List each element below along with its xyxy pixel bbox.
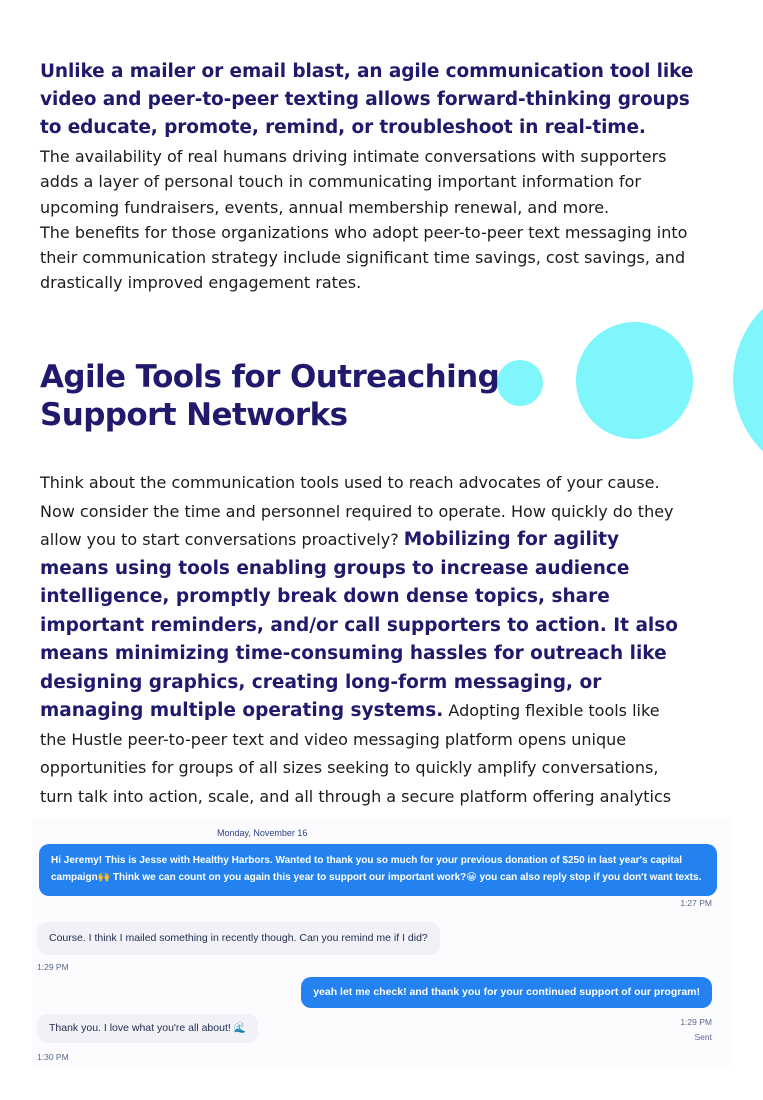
message-status: Sent <box>694 1032 712 1042</box>
section-body-start: Think about the communication tools used to reach advocates of your cause. Now consider the time and personnel required to operate. How quickly do they allow you to start conversations proactively? <box>40 473 674 549</box>
message-text: Thank you. I love what you're all about! <box>49 1022 234 1034</box>
message-incoming-2 <box>37 1014 258 1043</box>
message-time: 1:30 PM <box>37 1052 69 1062</box>
message-incoming-1: Course. I think I mailed something in recently though. Can you remind me if I did? <box>37 922 440 955</box>
decor-circle-small <box>497 360 543 406</box>
message-text: Think we can count on you again this year to support our important work? <box>110 872 467 883</box>
intro-body <box>40 144 710 296</box>
decor-circle-medium <box>576 322 693 439</box>
intro-paragraph-2: The benefits for those organizations who adopt peer-to-peer text messaging into their communication strategy include significant time savings, cost savings, and drastically improved engagement rates. <box>40 222 688 293</box>
message-outgoing-2: yeah let me check! and thank you for your continued support of our program! <box>301 977 712 1008</box>
section-body <box>40 469 680 840</box>
raised-hands-icon: 🙌 <box>97 872 111 883</box>
section-body-emphasis: Mobilizing for agility means using tools enabling groups to increase audience intelligence, promptly break down dense topics, share important reminders, and/or call supporters to action. It also means minimizing time-consuming hassles for outreach like designing graphics, creating long-form messaging, or managing multiple operating systems. <box>40 529 678 721</box>
message-text: you can also reply stop if you don't want texts. <box>476 872 702 883</box>
intro-paragraph-1: The availability of real humans driving intimate conversations with supporters adds a layer of personal touch in communicating important information for upcoming fundraisers, events, annual membership renewal, and more. <box>40 147 667 217</box>
smile-icon: 😀 <box>466 872 477 883</box>
message-text: Hi Jeremy! This is Jesse with Healthy Harbors. Wanted to thank you so much for your previous donation of $250 in last year's capital campaign <box>51 855 683 883</box>
intro-lead: Unlike a mailer or email blast, an agile communication tool like video and peer-to-peer texting allows forward-thinking groups to educate, promote, remind, or troubleshoot in real-time. <box>40 61 694 138</box>
decor-circle-large <box>733 280 763 480</box>
message-time: 1:29 PM <box>680 1017 712 1027</box>
message-outgoing-1 <box>39 844 717 896</box>
section-body-end: Adopting flexible tools like the Hustle peer-to-peer text and video messaging platform opens unique opportunities for groups of all sizes seeking to quickly amplify conversations, turn talk into action, scale, and all through a secure platform offering analytics <box>40 701 672 806</box>
chat-date: Monday, November 16 <box>217 828 308 838</box>
message-time: 1:29 PM <box>37 962 69 972</box>
section-heading: Agile Tools for Outreaching Support Networks <box>40 359 500 433</box>
chat-screenshot <box>32 818 732 1068</box>
wave-icon: 🌊 <box>233 1023 247 1034</box>
message-time: 1:27 PM <box>680 898 712 908</box>
